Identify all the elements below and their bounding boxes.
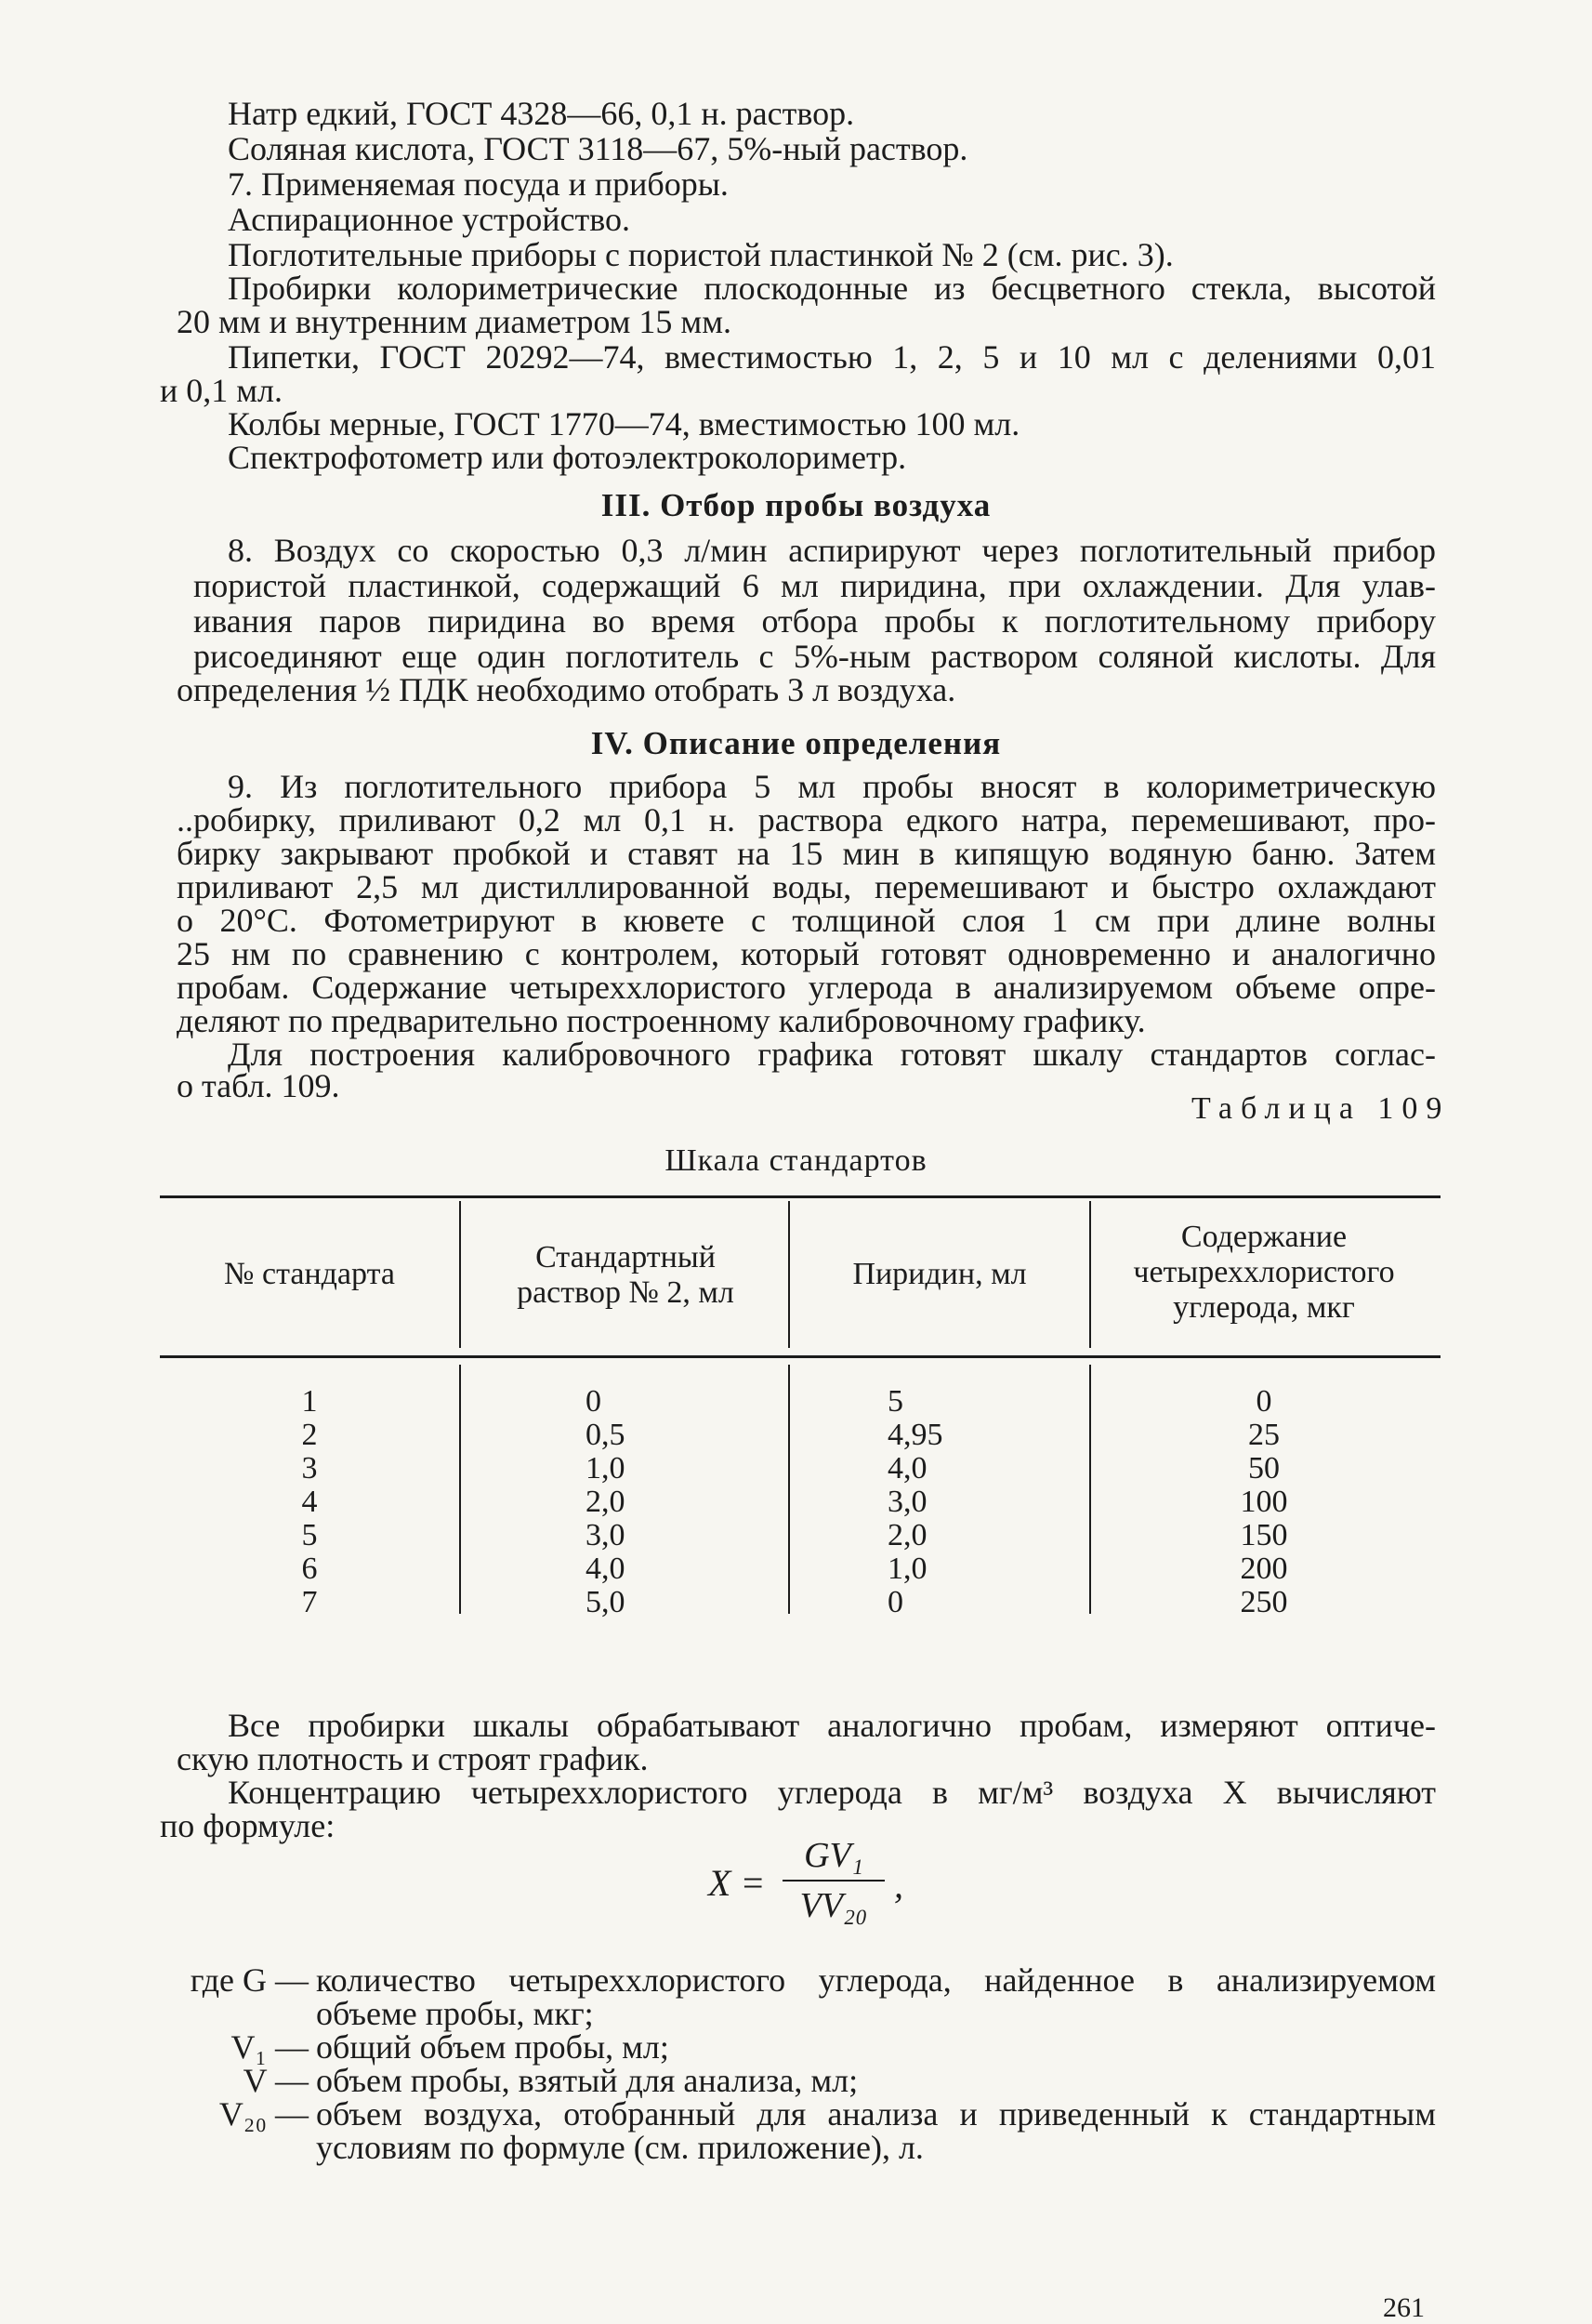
symbol-definition: объеме пробы, мкг; — [316, 1995, 594, 2032]
text-line: 7. Применяемая посуда и приборы. — [228, 165, 729, 203]
text-line: Концентрацию четыреххлористого углерода в мг/м³ воздуха X вычисляют — [228, 1774, 1436, 1811]
table-cell: 4,0 — [585, 1552, 625, 1586]
text-line: пористой пластинкой, содержащий 6 мл пиридина, при охлаждении. Для улав- — [193, 567, 1436, 604]
section-heading: III. Отбор пробы воздуха — [600, 487, 992, 523]
text-line: 9. Из поглотительного прибора 5 мл пробы вносят в колориметрическую — [228, 768, 1436, 805]
text-line: Колбы мерные, ГОСТ 1770—74, вместимостью 100 мл. — [228, 405, 1020, 442]
text-line: Для построения калибровочного графика готовят шкалу стандартов соглас- — [228, 1036, 1436, 1073]
symbol-definition: объем пробы, взятый для анализа, мл; — [316, 2062, 859, 2099]
symbol-definition: условиям по формуле (см. приложение), л. — [316, 2129, 924, 2166]
table-divider — [459, 1365, 461, 1614]
fraction-bar — [783, 1880, 885, 1882]
table-cell: 7 — [301, 1585, 318, 1619]
text-line: Все пробирки шкалы обрабатывают аналогично пробам, измеряют оптиче- — [228, 1707, 1436, 1744]
table-cell: 150 — [1240, 1518, 1288, 1552]
text-line: бирку закрывают пробкой и ставят на 15 мин в кипящую водяную баню. Затем — [177, 835, 1436, 872]
symbol-definition: объем воздуха, отобранный для анализа и приведенный к стандартным — [316, 2095, 1436, 2133]
text-line: о 20°С. Фотометрируют в кювете с толщиной слоя 1 см при длине волны — [177, 902, 1436, 939]
text-line: деляют по предварительно построенному калибровочному графику. — [177, 1002, 1146, 1039]
table-cell: 200 — [1240, 1552, 1288, 1586]
table-cell: 2,0 — [888, 1518, 928, 1552]
text-line: ..робирку, приливают 0,2 мл 0,1 н. раствора едкого натра, перемешивают, про- — [177, 801, 1436, 838]
column-header: Пиридин, мл — [852, 1257, 1027, 1291]
table-cell: 4 — [301, 1485, 318, 1519]
symbol-label: V₂₀ — — [218, 2095, 309, 2133]
text-line: пробам. Содержание четыреххлористого углерода в анализируемом объеме опре- — [177, 969, 1436, 1006]
table-header-rule — [160, 1355, 1441, 1358]
section-heading: IV. Описание определения — [590, 725, 1002, 761]
text-line: о табл. 109. — [177, 1067, 340, 1104]
table-cell: 4,95 — [888, 1418, 943, 1452]
text-line: ивания паров пиридина во время отбора пробы к поглотительному прибору — [193, 602, 1436, 640]
table-divider — [1089, 1201, 1091, 1348]
table-label: Таблица 109 — [1191, 1091, 1451, 1126]
table-top-rule — [160, 1195, 1441, 1198]
table-cell: 0 — [585, 1384, 601, 1419]
table-divider — [788, 1365, 790, 1614]
column-header: № стандарта — [224, 1257, 395, 1291]
table-cell: 1,0 — [585, 1451, 625, 1486]
text-line: Поглотительные приборы с пористой пластинкой № 2 (см. рис. 3). — [228, 236, 1174, 273]
table-cell: 0 — [888, 1585, 903, 1619]
text-line: рисоединяют еще один поглотитель с 5%-ным раствором соляной кислоты. Для — [193, 638, 1436, 675]
table-cell: 6 — [301, 1552, 318, 1586]
table-cell: 3 — [301, 1451, 318, 1486]
page-number: 261 — [1383, 2292, 1425, 2323]
symbol-label: V₁ — — [230, 2028, 309, 2066]
table-caption: Шкала стандартов — [664, 1143, 928, 1178]
symbol-label: V — — [243, 2062, 309, 2099]
text-line: 25 нм по сравнению с контролем, который готовят одновременно и аналогично — [177, 935, 1436, 972]
formula-numerator: GV₁ — [804, 1836, 863, 1875]
table-divider — [1089, 1365, 1091, 1614]
text-line: Натр едкий, ГОСТ 4328—66, 0,1 н. раствор. — [228, 95, 855, 132]
symbol-label: где G — — [190, 1961, 309, 1999]
table-cell: 100 — [1240, 1485, 1288, 1519]
table-cell: 0 — [1256, 1384, 1272, 1419]
text-line: определения ½ ПДК необходимо отобрать 3 л воздуха. — [177, 671, 956, 708]
text-line: 8. Воздух со скоростью 0,3 л/мин аспирируют через поглотительный прибор — [228, 532, 1436, 569]
text-line: Пипетки, ГОСТ 20292—74, вместимостью 1, 2, 5 и 10 мл с делениями 0,01 — [228, 338, 1436, 376]
text-line: по формуле: — [160, 1807, 336, 1844]
table-column — [585, 1385, 697, 1619]
table-cell: 2,0 — [585, 1485, 625, 1519]
table-column — [160, 1385, 459, 1619]
formula-tail: , — [894, 1864, 903, 1906]
text-line: 20 мм и внутренним диаметром 15 мм. — [177, 303, 731, 340]
table-cell: 1,0 — [888, 1552, 928, 1586]
table-cell: 3,0 — [585, 1518, 625, 1552]
table-cell: 5 — [888, 1384, 903, 1419]
text-line: скую плотность и строят график. — [177, 1740, 649, 1777]
formula-lhs: X = — [708, 1862, 766, 1904]
table-column — [888, 1385, 999, 1619]
symbol-definition: общий объем пробы, мл; — [316, 2028, 669, 2066]
table-cell: 25 — [1248, 1418, 1280, 1452]
table-cell: 0,5 — [585, 1418, 625, 1452]
table-cell: 250 — [1240, 1585, 1288, 1619]
text-line: и 0,1 мл. — [160, 372, 283, 409]
text-line: Соляная кислота, ГОСТ 3118—67, 5%-ный раствор. — [228, 130, 968, 167]
symbol-definition: количество четыреххлористого углерода, найденное в анализируемом — [316, 1961, 1436, 1999]
table-divider — [459, 1201, 461, 1348]
text-line: Спектрофотометр или фотоэлектроколориметр. — [228, 439, 907, 476]
table-cell: 50 — [1248, 1451, 1280, 1486]
table-cell: 3,0 — [888, 1485, 928, 1519]
text-line: приливают 2,5 мл дистиллированной воды, перемешивают и быстро охлаждают — [177, 868, 1436, 905]
table-cell: 4,0 — [888, 1451, 928, 1486]
table-cell: 1 — [301, 1384, 318, 1419]
column-header: Содержание четыреххлористого углерода, мкг — [1133, 1220, 1395, 1325]
table-cell: 5,0 — [585, 1585, 625, 1619]
table-column — [1190, 1385, 1338, 1619]
text-line: Пробирки колориметрические плоскодонные из бесцветного стекла, высотой — [228, 270, 1436, 307]
column-header: Стандартный раствор № 2, мл — [517, 1240, 734, 1310]
table-cell: 2 — [301, 1418, 318, 1452]
formula-denominator: VV₂₀ — [799, 1886, 868, 1925]
table-cell: 5 — [301, 1518, 318, 1552]
text-line: Аспирационное устройство. — [228, 201, 630, 238]
